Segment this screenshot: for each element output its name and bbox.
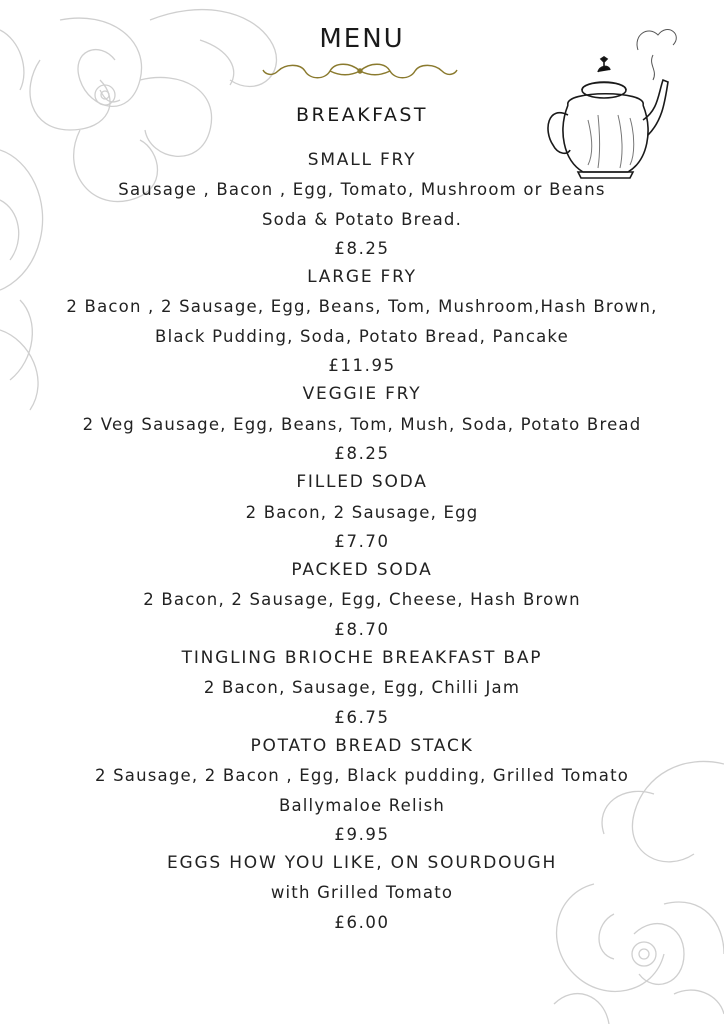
menu-item-price: £9.95: [334, 824, 390, 844]
menu-item-name: EGGS HOW YOU LIKE, ON SOURDOUGH: [166, 853, 558, 874]
menu-item-description: with Grilled Tomato: [270, 883, 454, 903]
menu-item-price: £8.25: [334, 443, 390, 463]
menu-item-name: VEGGIE FRY: [302, 384, 422, 405]
menu-item-price: £6.00: [334, 912, 390, 932]
menu-item-name: SMALL FRY: [307, 150, 417, 170]
menu-item-description: Black Pudding, Soda, Potato Bread, Pancake: [155, 326, 569, 346]
menu-item-description: 2 Bacon, 2 Sausage, Egg, Cheese, Hash Brown: [143, 590, 581, 610]
menu-item-price: £7.70: [334, 531, 390, 551]
menu-item-description: 2 Sausage, 2 Bacon , Egg, Black pudding, Grilled Tomato: [94, 766, 630, 786]
menu-item-price: £11.95: [328, 356, 396, 376]
menu-list: [0, 146, 724, 937]
menu-item-description: 2 Bacon , 2 Sausage, Egg, Beans, Tom, Mushroom,Hash Brown,: [66, 297, 658, 317]
flourish-divider-icon: [260, 60, 460, 82]
menu-item-name: TINGLING BRIOCHE BREAKFAST BAP: [181, 648, 543, 669]
menu-item-price: £8.25: [334, 238, 390, 258]
menu-item-name: PACKED SODA: [291, 560, 433, 581]
menu-item-price: £6.75: [334, 707, 390, 727]
menu-item-price: £8.70: [334, 619, 390, 639]
menu-item-name: FILLED SODA: [296, 472, 428, 493]
menu-item-description: Soda & Potato Bread.: [261, 209, 463, 229]
menu-item-description: 2 Veg Sausage, Egg, Beans, Tom, Mush, Soda, Potato Bread: [82, 414, 642, 434]
section-heading-breakfast: BREAKFAST: [295, 104, 429, 126]
menu-item-description: 2 Bacon, 2 Sausage, Egg: [245, 502, 479, 522]
menu-item-description: Ballymaloe Relish: [278, 795, 446, 815]
menu-item-name: LARGE FRY: [307, 267, 417, 288]
menu-item-description: Sausage , Bacon , Egg, Tomato, Mushroom or Beans: [118, 180, 606, 200]
page-title: MENU: [319, 24, 405, 54]
menu-item-name: POTATO BREAD STACK: [250, 735, 474, 756]
menu-item-description: 2 Bacon, Sausage, Egg, Chilli Jam: [203, 678, 521, 698]
